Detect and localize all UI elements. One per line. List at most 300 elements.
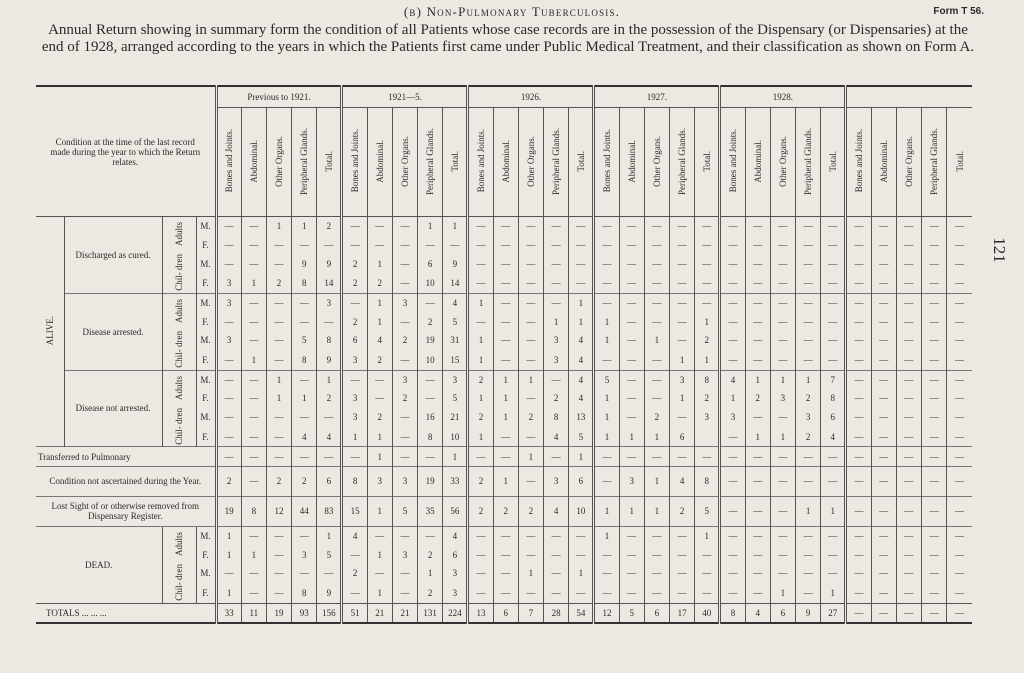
table-cell: — (619, 389, 644, 408)
table-cell: — (569, 236, 594, 255)
table-cell: — (644, 370, 669, 389)
table-cell: — (896, 370, 921, 389)
table-cell: — (518, 273, 543, 293)
table-cell: 4 (720, 370, 745, 389)
table-cell: 5 (569, 427, 594, 447)
table-cell: 5 (317, 545, 342, 564)
table-cell: — (644, 254, 669, 273)
table-cell: — (644, 273, 669, 293)
column-header: Peripheral Glands. (795, 108, 820, 217)
table-cell: 4 (317, 427, 342, 447)
table-cell: — (216, 389, 241, 408)
table-cell: — (493, 273, 518, 293)
table-cell: — (720, 466, 745, 496)
table-cell: — (770, 466, 795, 496)
table-cell: — (493, 254, 518, 273)
table-cell: — (216, 370, 241, 389)
table-cell: 1 (770, 370, 795, 389)
table-cell: — (795, 236, 820, 255)
table-cell: — (745, 545, 770, 564)
table-cell: — (795, 273, 820, 293)
table-cell: — (846, 583, 871, 603)
table-cell: 4 (367, 331, 392, 350)
table-cell: — (871, 293, 896, 312)
table-cell: — (392, 408, 417, 427)
table-cell: 3 (216, 331, 241, 350)
table-cell: 54 (569, 603, 594, 623)
table-cell: — (518, 254, 543, 273)
table-cell: — (317, 236, 342, 255)
table-cell: 1 (569, 447, 594, 467)
table-cell: 4 (821, 427, 846, 447)
table-cell: — (644, 564, 669, 583)
table-cell: 5 (443, 389, 468, 408)
table-cell: 1 (216, 583, 241, 603)
table-cell: — (846, 603, 871, 623)
table-cell: — (644, 545, 669, 564)
table-cell: — (896, 350, 921, 370)
table-cell: 3 (392, 370, 417, 389)
table-cell: — (619, 545, 644, 564)
table-cell: — (569, 273, 594, 293)
column-header: Total. (569, 108, 594, 217)
table-cell: 1 (644, 331, 669, 350)
table-cell: 3 (292, 545, 317, 564)
table-cell: 35 (418, 496, 443, 526)
table-cell: 1 (821, 583, 846, 603)
table-cell: — (644, 293, 669, 312)
table-cell: — (921, 408, 946, 427)
table-cell: — (266, 312, 291, 331)
table-cell: 3 (443, 583, 468, 603)
table-cell: 1 (644, 466, 669, 496)
table-cell: — (670, 312, 695, 331)
table-cell: — (544, 370, 569, 389)
table-cell: — (795, 564, 820, 583)
table-cell: — (846, 427, 871, 447)
table-cell: — (947, 389, 972, 408)
table-cell: 3 (443, 564, 468, 583)
column-header: Bones and Joints. (594, 108, 619, 217)
column-header: Abdominal. (745, 108, 770, 217)
table-cell: — (896, 254, 921, 273)
table-cell: — (468, 217, 493, 236)
table-cell: — (518, 526, 543, 545)
period-header: 1928. (720, 86, 846, 108)
table-cell: 1 (695, 526, 720, 545)
table-cell: — (544, 545, 569, 564)
table-body (36, 217, 972, 624)
alive-label: ALIVE. (36, 217, 64, 447)
table-cell: — (720, 564, 745, 583)
table-cell: — (392, 350, 417, 370)
table-cell: — (947, 466, 972, 496)
table-cell: 2 (418, 312, 443, 331)
table-cell: 2 (317, 217, 342, 236)
table-cell: — (896, 217, 921, 236)
table-cell: 1 (292, 217, 317, 236)
table-cell: — (745, 350, 770, 370)
table-cell: — (745, 496, 770, 526)
table-cell: 3 (342, 350, 367, 370)
adults-label: Adults (162, 526, 196, 564)
table-cell: — (821, 447, 846, 467)
table-cell: 3 (720, 408, 745, 427)
table-cell: — (921, 564, 946, 583)
table-cell: 1 (367, 293, 392, 312)
table-cell: 2 (544, 389, 569, 408)
table-cell: 3 (670, 370, 695, 389)
table-cell: 16 (418, 408, 443, 427)
column-header: Peripheral Glands. (670, 108, 695, 217)
table-cell: 2 (644, 408, 669, 427)
sex-m: M. (196, 370, 216, 389)
column-header: Bones and Joints. (342, 108, 367, 217)
table-cell: — (342, 217, 367, 236)
table-cell: — (846, 312, 871, 331)
totals-label: TOTALS ... ... ... (36, 603, 216, 623)
table-cell: — (216, 447, 241, 467)
table-cell: 3 (619, 466, 644, 496)
table-cell: — (947, 254, 972, 273)
table-cell: — (921, 526, 946, 545)
table-cell: — (266, 564, 291, 583)
table-cell: 12 (266, 496, 291, 526)
table-cell: — (594, 350, 619, 370)
table-cell: — (493, 583, 518, 603)
table-cell: — (695, 273, 720, 293)
table-cell: 8 (418, 427, 443, 447)
children-label: Chil- dren (162, 331, 196, 370)
table-cell: — (644, 526, 669, 545)
table-cell: 8 (292, 583, 317, 603)
table-cell: — (745, 564, 770, 583)
table-cell: — (367, 236, 392, 255)
table-cell: 4 (292, 427, 317, 447)
table-cell: — (770, 526, 795, 545)
table-cell: — (468, 273, 493, 293)
table-cell: 156 (317, 603, 342, 623)
table-cell: — (569, 217, 594, 236)
table-cell: — (947, 603, 972, 623)
table-cell: — (896, 564, 921, 583)
table-cell: 1 (569, 312, 594, 331)
table-cell: 9 (795, 603, 820, 623)
row-label: Lost Sight of or otherwise removed from Dispensary Register. (36, 496, 216, 526)
table-cell: — (896, 312, 921, 331)
table-cell: 6 (443, 545, 468, 564)
table-cell: — (947, 408, 972, 427)
table-cell: 2 (342, 564, 367, 583)
table-cell: 1 (569, 293, 594, 312)
table-cell: — (544, 526, 569, 545)
table-cell: — (921, 273, 946, 293)
table-cell: 3 (770, 389, 795, 408)
table-cell: — (619, 312, 644, 331)
table-cell: — (695, 564, 720, 583)
table-cell: 1 (594, 427, 619, 447)
table-cell: 1 (821, 496, 846, 526)
table-cell: — (392, 583, 417, 603)
sex-f: F. (196, 427, 216, 447)
table-cell: 4 (569, 350, 594, 370)
table-cell: 9 (292, 254, 317, 273)
column-header: Other Organs. (518, 108, 543, 217)
table-cell: 4 (544, 427, 569, 447)
table-cell: — (921, 583, 946, 603)
table-cell: — (594, 293, 619, 312)
table-cell: — (821, 236, 846, 255)
table-cell: 6 (342, 331, 367, 350)
table-cell: — (896, 293, 921, 312)
table-cell: 2 (367, 408, 392, 427)
table-cell: — (720, 331, 745, 350)
period-header: 1926. (468, 86, 594, 108)
table-cell: — (720, 273, 745, 293)
column-header: Peripheral Glands. (544, 108, 569, 217)
table-cell: — (821, 331, 846, 350)
table-cell: 1 (367, 254, 392, 273)
table-cell: — (367, 526, 392, 545)
table-cell: 1 (695, 312, 720, 331)
table-cell: 10 (418, 350, 443, 370)
table-cell: — (569, 583, 594, 603)
table-cell: — (619, 447, 644, 467)
table-cell: — (468, 526, 493, 545)
table-cell: 8 (317, 331, 342, 350)
table-cell: — (770, 312, 795, 331)
table-cell: — (544, 254, 569, 273)
table-cell: — (846, 350, 871, 370)
table-cell: — (846, 273, 871, 293)
table-cell: — (896, 331, 921, 350)
sex-m: M. (196, 408, 216, 427)
column-header: Bones and Joints. (720, 108, 745, 217)
table-cell: 3 (392, 466, 417, 496)
table-cell: 2 (292, 466, 317, 496)
column-header: Peripheral Glands. (292, 108, 317, 217)
table-cell: 2 (745, 389, 770, 408)
table-cell: 2 (392, 389, 417, 408)
table-cell: — (720, 496, 745, 526)
table-cell: — (921, 350, 946, 370)
table-cell: — (544, 217, 569, 236)
table-cell: — (670, 254, 695, 273)
table-cell: 21 (392, 603, 417, 623)
table-cell: 33 (443, 466, 468, 496)
table-cell: — (795, 312, 820, 331)
table-cell: — (846, 293, 871, 312)
group-label: Disease not arrested. (64, 370, 162, 447)
table-cell: 1 (216, 526, 241, 545)
table-cell: 1 (594, 389, 619, 408)
table-cell: 2 (670, 496, 695, 526)
table-cell: — (770, 545, 795, 564)
sex-m: M. (196, 526, 216, 545)
table-cell: — (518, 427, 543, 447)
row-label: Transferred to Pulmonary (36, 447, 216, 467)
table-cell: — (695, 254, 720, 273)
table-cell: — (468, 254, 493, 273)
table-cell: 2 (518, 496, 543, 526)
table-cell: — (846, 564, 871, 583)
table-cell: — (821, 545, 846, 564)
table-cell: 5 (392, 496, 417, 526)
table-cell: 1 (795, 370, 820, 389)
form-number: Form T 56. (933, 6, 984, 17)
table-cell: — (795, 217, 820, 236)
table-cell: — (821, 312, 846, 331)
table-cell: — (518, 389, 543, 408)
table-cell: — (266, 427, 291, 447)
table-cell: — (518, 545, 543, 564)
table-cell: — (468, 564, 493, 583)
table-cell: 8 (241, 496, 266, 526)
table-cell: — (594, 564, 619, 583)
table-cell: 51 (342, 603, 367, 623)
table-cell: — (871, 545, 896, 564)
table-cell: — (795, 331, 820, 350)
table-cell: — (720, 293, 745, 312)
table-cell: — (947, 447, 972, 467)
column-header: Total. (947, 108, 972, 217)
table-cell: 1 (292, 389, 317, 408)
table-cell: — (418, 447, 443, 467)
table-cell: 1 (367, 312, 392, 331)
table-cell: — (921, 312, 946, 331)
table-cell: — (594, 447, 619, 467)
table-cell: — (292, 526, 317, 545)
table-cell: — (795, 254, 820, 273)
table-cell: 4 (443, 293, 468, 312)
sex-f: F. (196, 273, 216, 293)
table-cell: — (342, 370, 367, 389)
table-cell: 1 (241, 545, 266, 564)
table-cell: — (921, 427, 946, 447)
table-cell: — (770, 236, 795, 255)
table-cell: — (745, 273, 770, 293)
table-cell: 5 (619, 603, 644, 623)
table-cell: — (695, 217, 720, 236)
table-cell: — (871, 408, 896, 427)
table-cell: 1 (594, 408, 619, 427)
table-cell: — (670, 583, 695, 603)
table-cell: — (342, 293, 367, 312)
table-cell: 1 (317, 526, 342, 545)
sex-f: F. (196, 389, 216, 408)
table-cell: — (846, 236, 871, 255)
table-cell: 2 (518, 408, 543, 427)
table-cell: 6 (418, 254, 443, 273)
column-header: Other Organs. (770, 108, 795, 217)
table-cell: 9 (443, 254, 468, 273)
table-cell: — (241, 293, 266, 312)
dead-label: DEAD. (36, 526, 162, 603)
table-cell: — (670, 545, 695, 564)
table-cell: — (670, 526, 695, 545)
table-cell: 12 (594, 603, 619, 623)
table-cell: 2 (367, 273, 392, 293)
table-cell: — (795, 293, 820, 312)
table-cell: — (418, 293, 443, 312)
table-cell: — (216, 350, 241, 370)
table-cell: 1 (468, 389, 493, 408)
table-cell: — (241, 466, 266, 496)
table-cell: — (619, 408, 644, 427)
column-header: Total. (695, 108, 720, 217)
table-cell: — (871, 273, 896, 293)
table-cell: — (493, 350, 518, 370)
table-cell: 3 (443, 370, 468, 389)
table-cell: — (871, 496, 896, 526)
table-cell: 3 (342, 408, 367, 427)
table-cell: — (795, 545, 820, 564)
table-cell: — (921, 370, 946, 389)
table-cell: 1 (367, 545, 392, 564)
table-cell: 3 (544, 466, 569, 496)
table-cell: 14 (317, 273, 342, 293)
table-cell: 4 (569, 389, 594, 408)
table-cell: — (846, 466, 871, 496)
period-header: 1927. (594, 86, 720, 108)
table-cell: 8 (695, 370, 720, 389)
table-cell: — (821, 217, 846, 236)
table-cell: — (947, 350, 972, 370)
table-cell: 1 (443, 217, 468, 236)
table-cell: — (241, 312, 266, 331)
table-cell: — (317, 447, 342, 467)
table-cell: — (846, 545, 871, 564)
table-cell: 19 (418, 331, 443, 350)
table-cell: — (795, 583, 820, 603)
table-cell: 5 (594, 370, 619, 389)
table-cell: — (594, 545, 619, 564)
table-cell: — (266, 331, 291, 350)
table-cell: 83 (317, 496, 342, 526)
sex-m: M. (196, 254, 216, 273)
column-header: Abdominal. (619, 108, 644, 217)
table-cell: 4 (443, 526, 468, 545)
table-cell: 7 (821, 370, 846, 389)
table-cell: 2 (468, 466, 493, 496)
table-cell: — (392, 217, 417, 236)
table-cell: 1 (367, 427, 392, 447)
table-cell: — (317, 408, 342, 427)
condition-header: Condition at the time of the last record made during the year to which the Return relates. (36, 86, 216, 217)
table-cell: 40 (695, 603, 720, 623)
table-cell: 1 (468, 293, 493, 312)
table-cell: 11 (241, 603, 266, 623)
table-cell: 27 (821, 603, 846, 623)
table-cell: — (821, 564, 846, 583)
table-cell: — (266, 408, 291, 427)
table-cell: 8 (292, 273, 317, 293)
table-cell: — (821, 293, 846, 312)
table-cell: — (745, 526, 770, 545)
table-cell: — (392, 447, 417, 467)
table-cell: 1 (695, 350, 720, 370)
table-cell: 6 (770, 603, 795, 623)
table-cell: — (317, 564, 342, 583)
table-cell: — (947, 370, 972, 389)
group-label: Disease arrested. (64, 293, 162, 370)
table-cell: 5 (695, 496, 720, 526)
table-cell: — (745, 312, 770, 331)
table-cell: — (947, 236, 972, 255)
table-cell: — (518, 350, 543, 370)
table-cell: — (342, 447, 367, 467)
table-cell: — (921, 293, 946, 312)
